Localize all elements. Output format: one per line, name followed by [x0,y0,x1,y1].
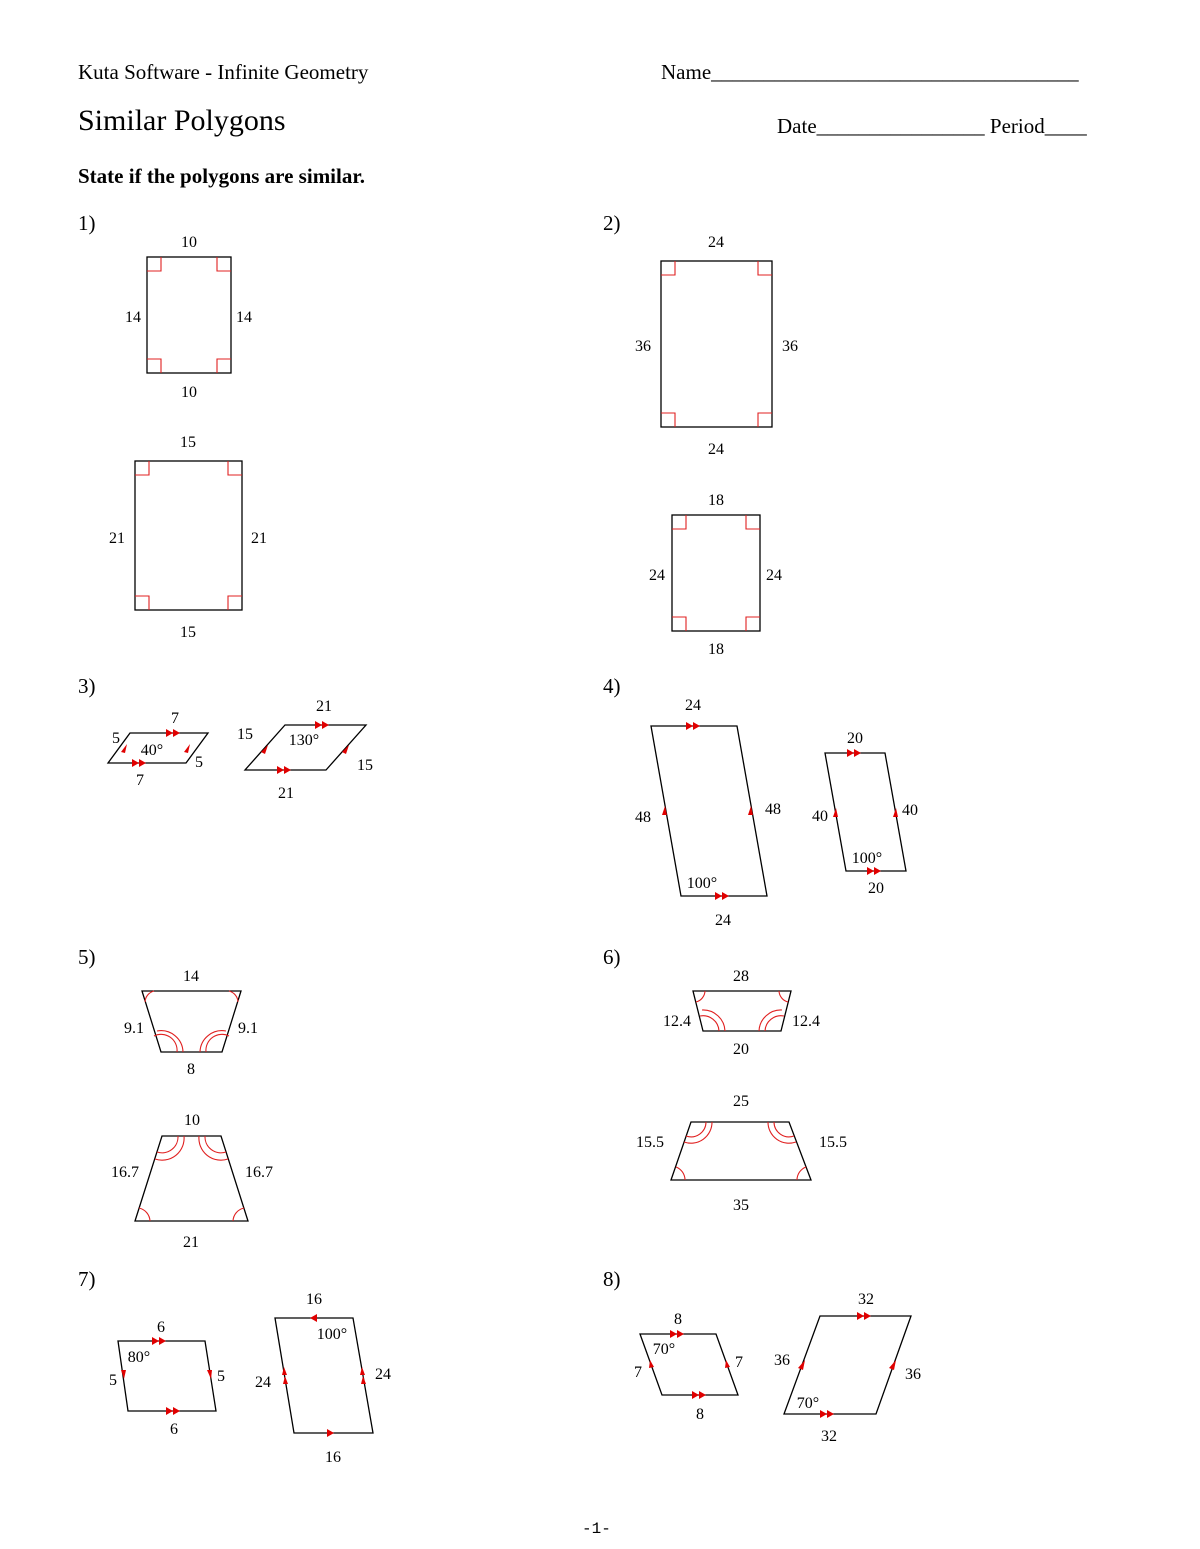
problem-number: 6) [603,945,621,969]
angle-label: 100° [316,1326,348,1343]
side-label: 21 [316,698,332,715]
problem-1 [78,211,267,641]
side-label: 5 [109,1372,117,1389]
side-label: 12.4 [663,1013,691,1030]
problem-number: 3) [78,674,96,698]
side-label: 7 [634,1364,642,1381]
problem-number: 7) [78,1267,96,1291]
side-label: 7 [136,772,144,789]
angle-label: 70° [796,1395,820,1412]
side-label: 15.5 [636,1134,664,1151]
side-label: 21 [183,1234,199,1251]
angle-label: 80° [127,1349,151,1366]
side-label: 9.1 [124,1020,144,1037]
side-label: 24 [715,912,731,929]
problem-number: 4) [603,674,621,698]
problem-6-trapezoid-a [663,968,820,1058]
side-label: 24 [708,441,724,458]
problem-7-quadrilateral-a [109,1319,225,1438]
side-label: 20 [847,730,863,747]
side-label: 5 [195,754,203,771]
side-label: 5 [112,730,120,747]
side-label: 7 [735,1354,743,1371]
side-label: 16 [325,1449,341,1466]
side-label: 14 [125,309,141,326]
problem-8 [603,1267,921,1445]
side-label: 20 [733,1041,749,1058]
side-label: 40 [902,802,918,819]
problem-1-rectangle-a [125,234,252,401]
side-label: 14 [236,309,252,326]
name-field-label: Name___________________________________ [661,60,1079,84]
problem-7-quadrilateral-b [255,1291,391,1466]
side-label: 35 [733,1197,749,1214]
angle-label: 100° [686,875,718,892]
page-number: -1- [582,1520,611,1538]
side-label: 25 [733,1093,749,1110]
problem-5 [78,945,273,1251]
side-label: 5 [217,1368,225,1385]
side-label: 15 [357,757,373,774]
side-label: 28 [733,968,749,985]
problem-8-parallelogram-b [774,1291,921,1445]
side-label: 24 [685,697,701,714]
problem-6 [603,945,847,1214]
side-label: 15 [237,726,253,743]
problem-4-parallelogram-a [635,697,781,929]
problem-4 [603,674,918,929]
side-label: 40 [812,808,828,825]
side-label: 14 [183,968,199,985]
side-label: 36 [905,1366,921,1383]
side-label: 8 [187,1061,195,1078]
side-label: 9.1 [238,1020,258,1037]
software-title: Kuta Software - Infinite Geometry [78,60,369,84]
side-label: 24 [649,567,665,584]
side-label: 8 [674,1311,682,1328]
side-label: 10 [184,1112,200,1129]
side-label: 10 [181,234,197,251]
side-label: 32 [821,1428,837,1445]
angle-label: 130° [288,732,320,749]
worksheet-title: Similar Polygons [78,104,286,137]
side-label: 7 [171,710,179,727]
date-period-label: Date________________ Period____ [777,114,1087,138]
side-label: 16.7 [245,1164,273,1181]
problem-4-parallelogram-b [812,730,918,897]
side-label: 24 [766,567,782,584]
problem-2-rectangle-b [649,492,782,658]
angle-label: 100° [851,850,883,867]
problem-8-parallelogram-a [634,1311,743,1423]
side-label: 18 [708,641,724,658]
side-label: 6 [170,1421,178,1438]
side-label: 21 [278,785,294,802]
side-label: 24 [708,234,724,251]
problem-5-trapezoid-a [124,968,258,1078]
side-label: 24 [375,1366,391,1383]
side-label: 20 [868,880,884,897]
side-label: 21 [109,530,125,547]
side-label: 8 [696,1406,704,1423]
side-label: 15.5 [819,1134,847,1151]
problem-7 [78,1267,391,1466]
side-label: 12.4 [792,1013,820,1030]
side-label: 24 [255,1374,271,1391]
problem-number: 2) [603,211,621,235]
problem-3-parallelogram-a [108,710,208,789]
side-label: 21 [251,530,267,547]
problem-5-trapezoid-b [111,1112,273,1251]
side-label: 10 [181,384,197,401]
side-label: 32 [858,1291,874,1308]
side-label: 48 [765,801,781,818]
side-label: 15 [180,434,196,451]
problem-number: 5) [78,945,96,969]
side-label: 15 [180,624,196,641]
side-label: 48 [635,809,651,826]
angle-label: 70° [652,1341,676,1358]
side-label: 36 [635,338,651,355]
problem-1-rectangle-b [109,434,267,641]
side-label: 6 [157,1319,165,1336]
problem-3-parallelogram-b [237,698,373,802]
problem-3 [78,674,373,802]
problem-2 [603,211,798,658]
problem-number: 1) [78,211,96,235]
angle-label: 40° [140,742,164,759]
problem-2-rectangle-a [635,234,798,458]
side-label: 36 [782,338,798,355]
side-label: 16.7 [111,1164,139,1181]
side-label: 18 [708,492,724,509]
side-label: 16 [306,1291,322,1308]
instructions: State if the polygons are similar. [78,164,365,188]
problem-6-trapezoid-b [636,1093,847,1214]
problem-number: 8) [603,1267,621,1291]
side-label: 36 [774,1352,790,1369]
